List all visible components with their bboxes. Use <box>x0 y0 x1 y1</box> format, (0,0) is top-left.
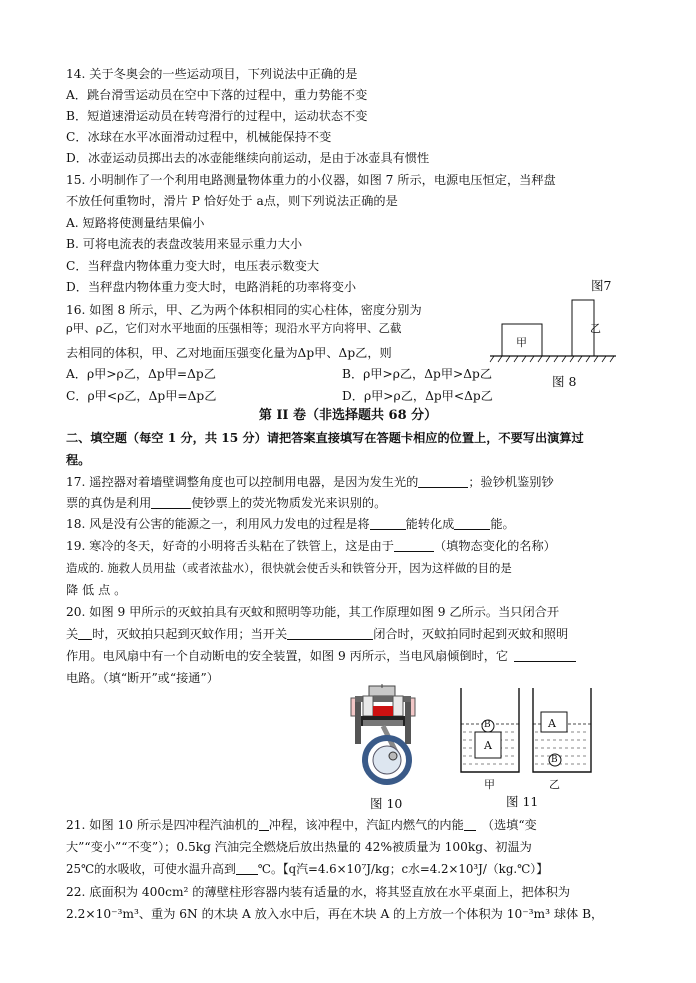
q18-text-1: 18. 风是没有公害的能源之一，利用风力发电的过程是将 <box>66 517 370 531</box>
q20-blank-3[interactable] <box>514 649 576 662</box>
q21-line3 <box>66 861 548 877</box>
q20-line3 <box>66 648 576 664</box>
q16-option-a: A．ρ甲>ρ乙，Δp甲=Δp乙 <box>66 367 216 381</box>
q15-option-b: B. 可将电流表的表盘改装用来显示重力大小 <box>66 237 303 251</box>
fig10-engine-diagram <box>345 684 430 789</box>
q20-blank-1[interactable] <box>78 627 92 640</box>
q14-option-b: B．短道速滑运动员在转弯滑行的过程中，运动状态不变 <box>66 109 368 123</box>
q15-option-a: A. 短路将使测量结果偏小 <box>66 216 205 230</box>
q22-line1: 22. 底面积为 400cm² 的薄壁柱形容器内装有适量的水，将其竖直放在水平桌面上，把体积为 <box>66 885 571 899</box>
fig11-label-a1: A <box>484 739 492 752</box>
q18-text-2: 能转化成 <box>405 517 455 531</box>
q21-blank-2[interactable] <box>464 818 476 831</box>
section-instruction-1: 二、填空题（每空 1 分，共 15 分）请把答案直接填写在答题卡相应的位置上，不要写出演算过 <box>66 431 584 445</box>
q20-text-3: 闭合时，灭蚊拍同时起到灭蚊和照明 <box>373 627 569 641</box>
q15-option-d: D．当秤盘内物体重力变大时，电路消耗的功率将变小 <box>66 280 357 294</box>
q20-text-2: 时，灭蚊拍只起到灭蚊作用；当开关 <box>92 627 288 641</box>
q16-option-d: D．ρ甲>ρ乙，Δp甲<Δp乙 <box>342 389 493 403</box>
q20-text-4: 作用。电风扇中有一个自动断电的安全装置，如图 9 丙所示，当电风扇倾倒时，它 <box>66 649 509 663</box>
fig11-caption: 图 11 <box>506 794 539 809</box>
q17-text-1: 17. 遥控器对着墙壁调整角度也可以控制用电器，是因为发生光的 <box>66 475 419 489</box>
q15-option-c: C．当秤盘内物体重力变大时，电压表示数变大 <box>66 259 320 273</box>
q18-blank-1[interactable] <box>370 517 406 530</box>
q19-line2: 造成的. 施救人员用盐（或者浓盐水），很快就会使舌头和铁管分开，因为这样做的目的是 <box>66 561 512 575</box>
q21-text-1: 21. 如图 10 所示是四冲程汽油机的 <box>66 818 259 832</box>
q21-blank-1[interactable] <box>259 818 269 831</box>
q20-blank-2[interactable] <box>287 627 373 640</box>
q21-blank-3[interactable] <box>236 862 258 875</box>
q14-option-c: C．冰球在水平冰面滑动过程中，机械能保持不变 <box>66 130 332 144</box>
q19-text-1: 19. 寒冷的冬天，好奇的小明将舌头粘在了铁管上，这是由于 <box>66 539 394 553</box>
q16-option-c: C．ρ甲<ρ乙，Δp甲=Δp乙 <box>66 389 217 403</box>
q21-text-5: ℃。【q汽=4.6×10⁷J/kg；c水=4.2×10³J/（kg.℃）】 <box>257 862 549 876</box>
q19-line3: 降 低 点 。 <box>66 583 127 597</box>
fig8-label-jia: 甲 <box>516 336 527 349</box>
q21-text-3: （选填“变 <box>481 818 537 832</box>
fig8-label-yi: 乙 <box>590 322 601 335</box>
q15-line2: 不放任何重物时，滑片 P 恰好处于 a点，则下列说法正确的是 <box>66 194 398 208</box>
q14-option-a: A．跳台滑雪运动员在空中下落的过程中，重力势能不变 <box>66 88 368 102</box>
q19-blank-1[interactable] <box>394 539 434 552</box>
q19-line1 <box>66 538 556 554</box>
q21-text-2: 冲程，该冲程中，汽缸内燃气的内能 <box>268 818 464 832</box>
fig8-caption: 图 8 <box>552 374 577 389</box>
fig11-label-a2: A <box>548 717 556 730</box>
q14-stem: 14. 关于冬奥会的一些运动项目，下列说法中正确的是 <box>66 67 358 81</box>
q17-blank-1[interactable] <box>418 475 468 488</box>
section-title: 第 II 卷（非选择题共 68 分） <box>258 408 438 423</box>
q14-option-d: D．冰壶运动员掷出去的冰壶能继续向前运动，是由于冰壶具有惯性 <box>66 151 430 165</box>
q19-text-2: （填物态变化的名称） <box>433 539 556 553</box>
q18-blank-2[interactable] <box>454 517 490 530</box>
q17-line1 <box>66 474 554 490</box>
q16-line2: ρ甲、ρ乙，它们对水平地面的压强相等；现沿水平方向将甲、乙截 <box>66 321 402 335</box>
q18-line <box>66 516 515 532</box>
q16-line3: 去相同的体积，甲、乙对地面压强变化量为Δp甲、Δp乙，则 <box>66 346 392 360</box>
section-instruction-2: 程。 <box>66 453 91 467</box>
q18-text-3: 能。 <box>490 517 515 531</box>
q17-text-3: 票的真伪是利用 <box>66 496 152 510</box>
q21-text-4: 25℃的水吸收，可使水温升高到 <box>66 862 236 876</box>
q15-line1: 15. 小明制作了一个利用电路测量物体重力的小仪器，如图 7 所示，电源电压恒定，当秤盘 <box>66 173 556 187</box>
fig11-label-b2: B <box>551 755 558 765</box>
q17-line2 <box>66 495 386 511</box>
fig11-container-diagram <box>455 688 600 778</box>
fig10-caption: 图 10 <box>370 796 403 811</box>
q20-line2 <box>66 626 568 642</box>
fig7-caption: 图7 <box>591 278 612 293</box>
q17-text-4: 使钞票上的荧光物质发光来识别的。 <box>191 496 387 510</box>
fig11-label-jia: 甲 <box>484 778 495 791</box>
q17-text-2: ；验钞机鉴别钞 <box>468 475 554 489</box>
q17-blank-2[interactable] <box>151 496 191 509</box>
q20-line1: 20. 如图 9 甲所示的灭蚊拍具有灭蚊和照明等功能，其工作原理如图 9 乙所示。当只闭合开 <box>66 605 560 619</box>
q20-text-1: 关 <box>66 627 79 641</box>
q21-line1 <box>66 817 537 833</box>
q16-line1: 16. 如图 8 所示，甲、乙为两个体积相同的实心柱体，密度分别为 <box>66 303 422 317</box>
q16-option-b: B．ρ甲>ρ乙，Δp甲>Δp乙 <box>342 367 493 381</box>
q21-line2: 大”“变小”“不变”）；0.5kg 汽油完全燃烧后放出热量的 42%被质量为 100kg、初温为 <box>66 840 532 854</box>
q20-line4: 电路。（填“断开”或“接通”） <box>66 671 219 685</box>
q22-line2: 2.2×10⁻³m³、重为 6N 的木块 A 放入水中后，再在木块 A 的上方放一个体积为 10⁻³m³ 球体 B， <box>66 907 604 921</box>
fig11-label-b1: B <box>484 720 491 730</box>
fig11-label-yi: 乙 <box>549 778 560 791</box>
